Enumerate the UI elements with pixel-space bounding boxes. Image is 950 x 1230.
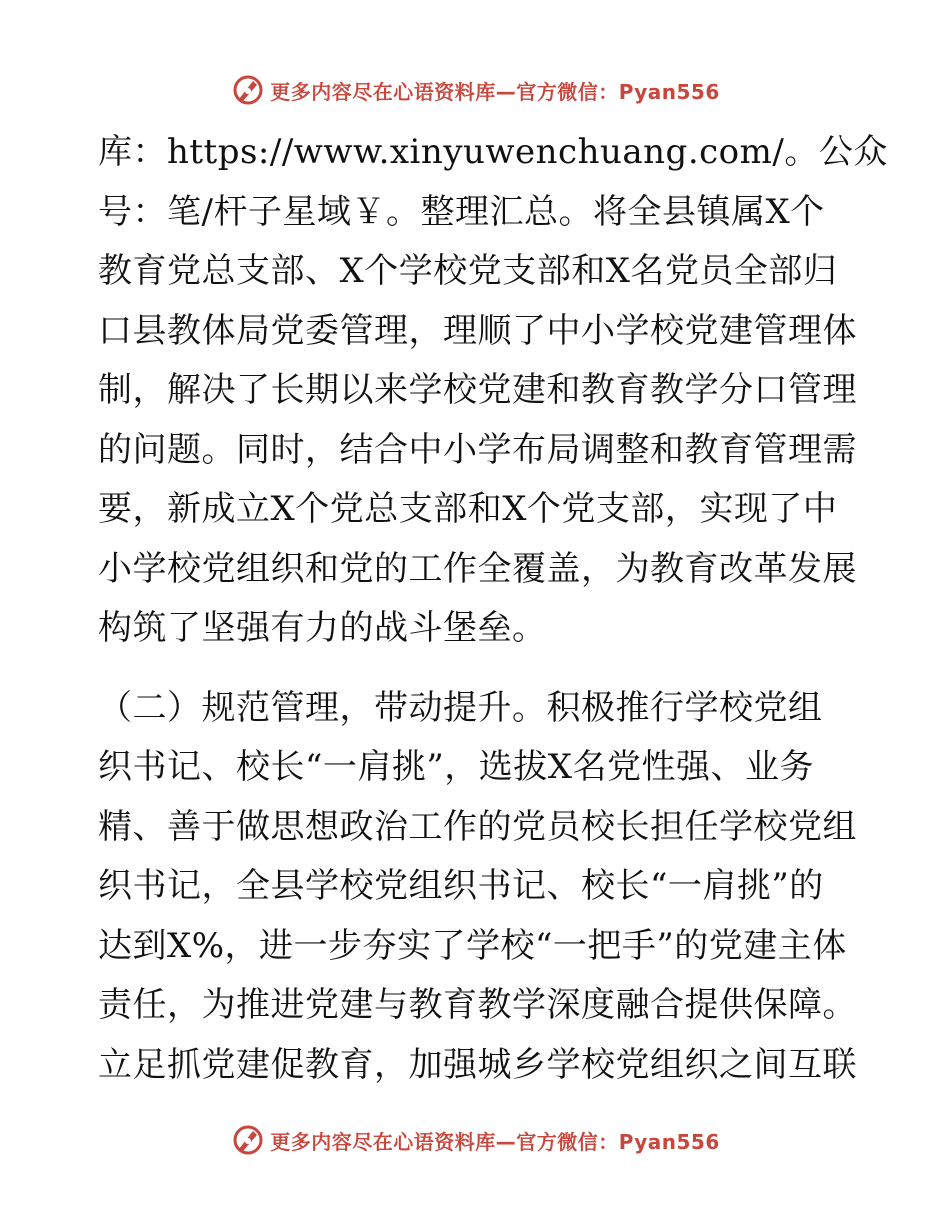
text-line: 责任，为推进党建与教育教学深度融合提供保障。 <box>98 985 857 1025</box>
text-line: 库：https://www.xinyuwenchuang.com/。公众 <box>98 132 888 172</box>
text-line: 号：笔/杆子星域￥。整理汇总。将全县镇属X个 <box>98 191 825 232</box>
paragraph-spacer <box>98 659 868 679</box>
paragraph-2 <box>98 679 868 1096</box>
text-line: 立足抓党建促教育，加强城乡学校党组织之间互联 <box>98 1044 857 1085</box>
text-line: 口县教体局党委管理，理顺了中小学校党建管理体 <box>98 310 857 351</box>
footer-banner-text: 更多内容尽在心语资料库—官方微信：Pyan556 <box>270 1129 720 1154</box>
text-line: 达到X%，进一步夯实了学校“一把手”的党建主体 <box>98 925 847 966</box>
header-banner <box>0 70 950 110</box>
text-line: 构筑了坚强有力的战斗堡垒。 <box>98 608 547 648</box>
paragraph-1 <box>98 123 888 659</box>
footer-banner <box>0 1120 950 1160</box>
text-line: 要，新成立X个党总支部和X个党支部，实现了中 <box>98 489 838 529</box>
text-line: 的问题。同时，结合中小学布局调整和教育管理需 <box>98 429 857 470</box>
text-line: 教育党总支部、X个学校党支部和X名党员全部归 <box>98 251 838 291</box>
text-line: 织书记、校长“一肩挑”，选拔X名党性强、业务 <box>98 747 814 787</box>
header-banner-text: 更多内容尽在心语资料库—官方微信：Pyan556 <box>270 79 720 104</box>
text-line: （二）规范管理，带动提升。积极推行学校党组 <box>98 687 823 728</box>
pen-logo-icon <box>230 72 266 108</box>
pen-logo-icon <box>230 1122 266 1158</box>
text-line: 小学校党组织和党的工作全覆盖，为教育改革发展 <box>98 548 857 589</box>
text-line: 精、善于做思想政治工作的党员校长担任学校党组 <box>98 806 857 847</box>
text-line: 制，解决了长期以来学校党建和教育教学分口管理 <box>98 370 857 410</box>
document-body <box>98 123 888 1095</box>
text-line: 织书记，全县学校党组织书记、校长“一肩挑”的 <box>98 866 824 906</box>
